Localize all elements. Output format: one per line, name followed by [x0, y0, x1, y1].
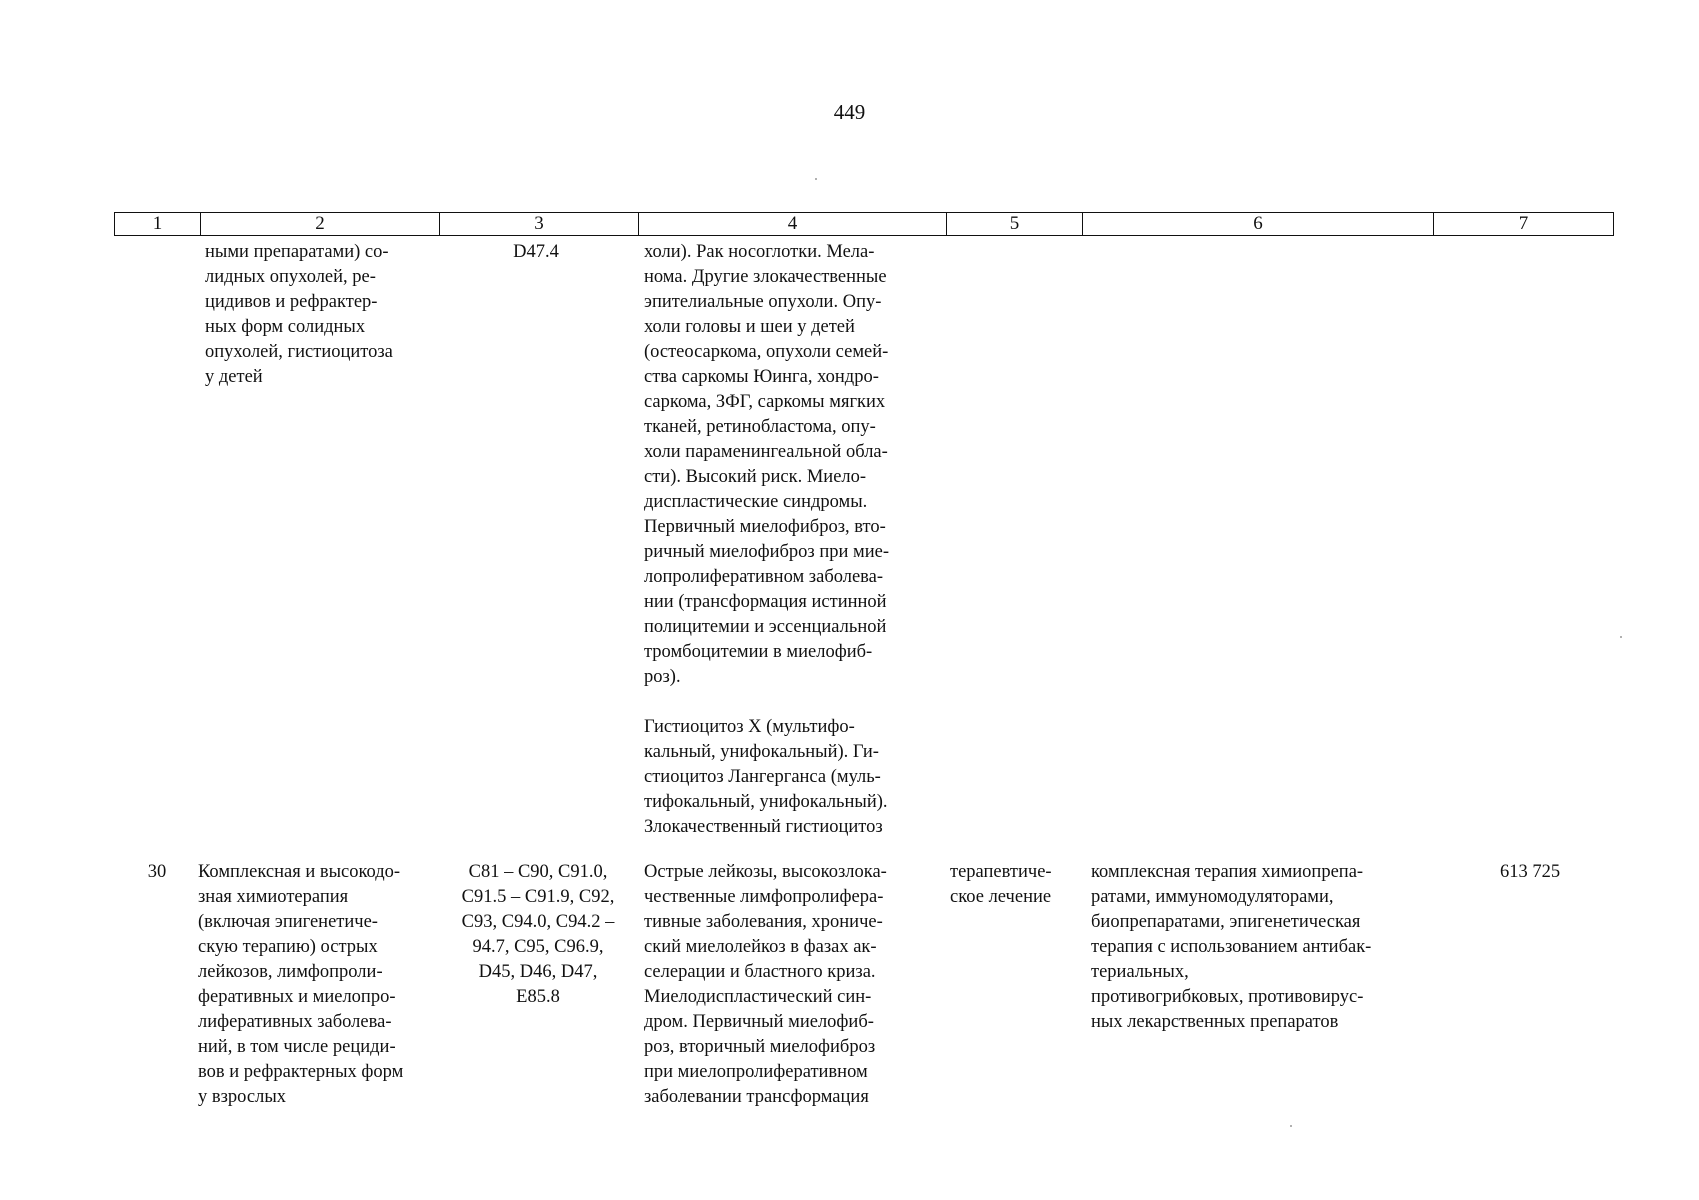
row-30-icd-codes: C81 – C90, C91.0, C91.5 – C91.9, C92, C93, C94.0, C94.2 – 94.7, C95, C96.9, D45, D46, D47, E85.8: [461, 862, 615, 1007]
header-col-7: 7: [1518, 213, 1529, 234]
row-30-number: 30: [147, 862, 167, 882]
row-30-model-patient: Острые лейкозы, высокозлока- чественные лимфопролифера- тивные заболевания, хрониче- ский миелолейкоз в фазах ак- селерации и бластного криза. Миелодиспластический син- дром. Первичный миелофиб- роз, вторичный миелофиброз при миелопролиферативном заболевании трансформация: [644, 862, 887, 1107]
row-30-treatment-name: Комплексная и высокодо- зная химиотерапия (включая эпигенетиче- скую терапию) острых лейкозов, лимфопроли- феративных и миелопро- лиферативных заболева- ний, в том числе рециди- вов и рефрактерных форм у взрослых: [198, 862, 404, 1107]
table-header-row: [114, 212, 1614, 236]
header-col-2: 2: [201, 213, 440, 235]
row-30-cost: 613 725: [1499, 862, 1561, 882]
row-30-treatment-method: комплексная терапия химиопрепа- ратами, иммуномодуляторами, биопрепаратами, эпигенетическая терапия с использованием антибак- териальных, противогрибковых, противовирус- ных лекарственных препаратов: [1091, 862, 1372, 1032]
header-col-1: 1: [115, 213, 201, 235]
scan-speck: [1620, 636, 1622, 638]
continued-row-model-patient-part1: холи). Рак носоглотки. Мела- нома. Другие злокачественные эпителиальные опухоли. Опу- холи головы и шеи у детей (остеосаркома, опухоли семей- ства саркомы Юинга, хондро- саркома, ЗФГ, саркомы мягких тканей, ретинобластома, опу- холи параменингеальной обла- сти). Высокий риск. Миело- диспластические синдромы. Первичный миелофиброз, вто- ричный миелофиброз при мие- лопролиферативном заболева- нии (трансформация истинной полицитемии и эссенциальной тромбоцитемии в миелофиб- роз).: [644, 242, 889, 687]
scan-speck: [1290, 1125, 1292, 1127]
header-col-5: 5: [947, 213, 1083, 235]
continued-row-treatment-name: ными препаратами) со- лидных опухолей, ре- цидивов и рефрактер- ных форм солидных опухолей, гистиоцитоза у детей: [205, 242, 393, 387]
header-col-3: 3: [440, 213, 639, 235]
header-col-6: 6: [1083, 213, 1434, 235]
continued-row-model-patient-part2: Гистиоцитоз X (мультифо- кальный, унифокальный). Ги- стиоцитоз Лангерганса (муль- тифокальный, унифокальный). Злокачественный гистиоцитоз: [644, 717, 888, 837]
row-30-treatment-type: терапевтиче- ское лечение: [950, 862, 1052, 907]
continued-row-icd-codes: D47.4: [513, 242, 559, 262]
header-col-4: 4: [639, 213, 947, 235]
page-number: 449: [833, 100, 866, 124]
scan-speck: [815, 178, 817, 180]
